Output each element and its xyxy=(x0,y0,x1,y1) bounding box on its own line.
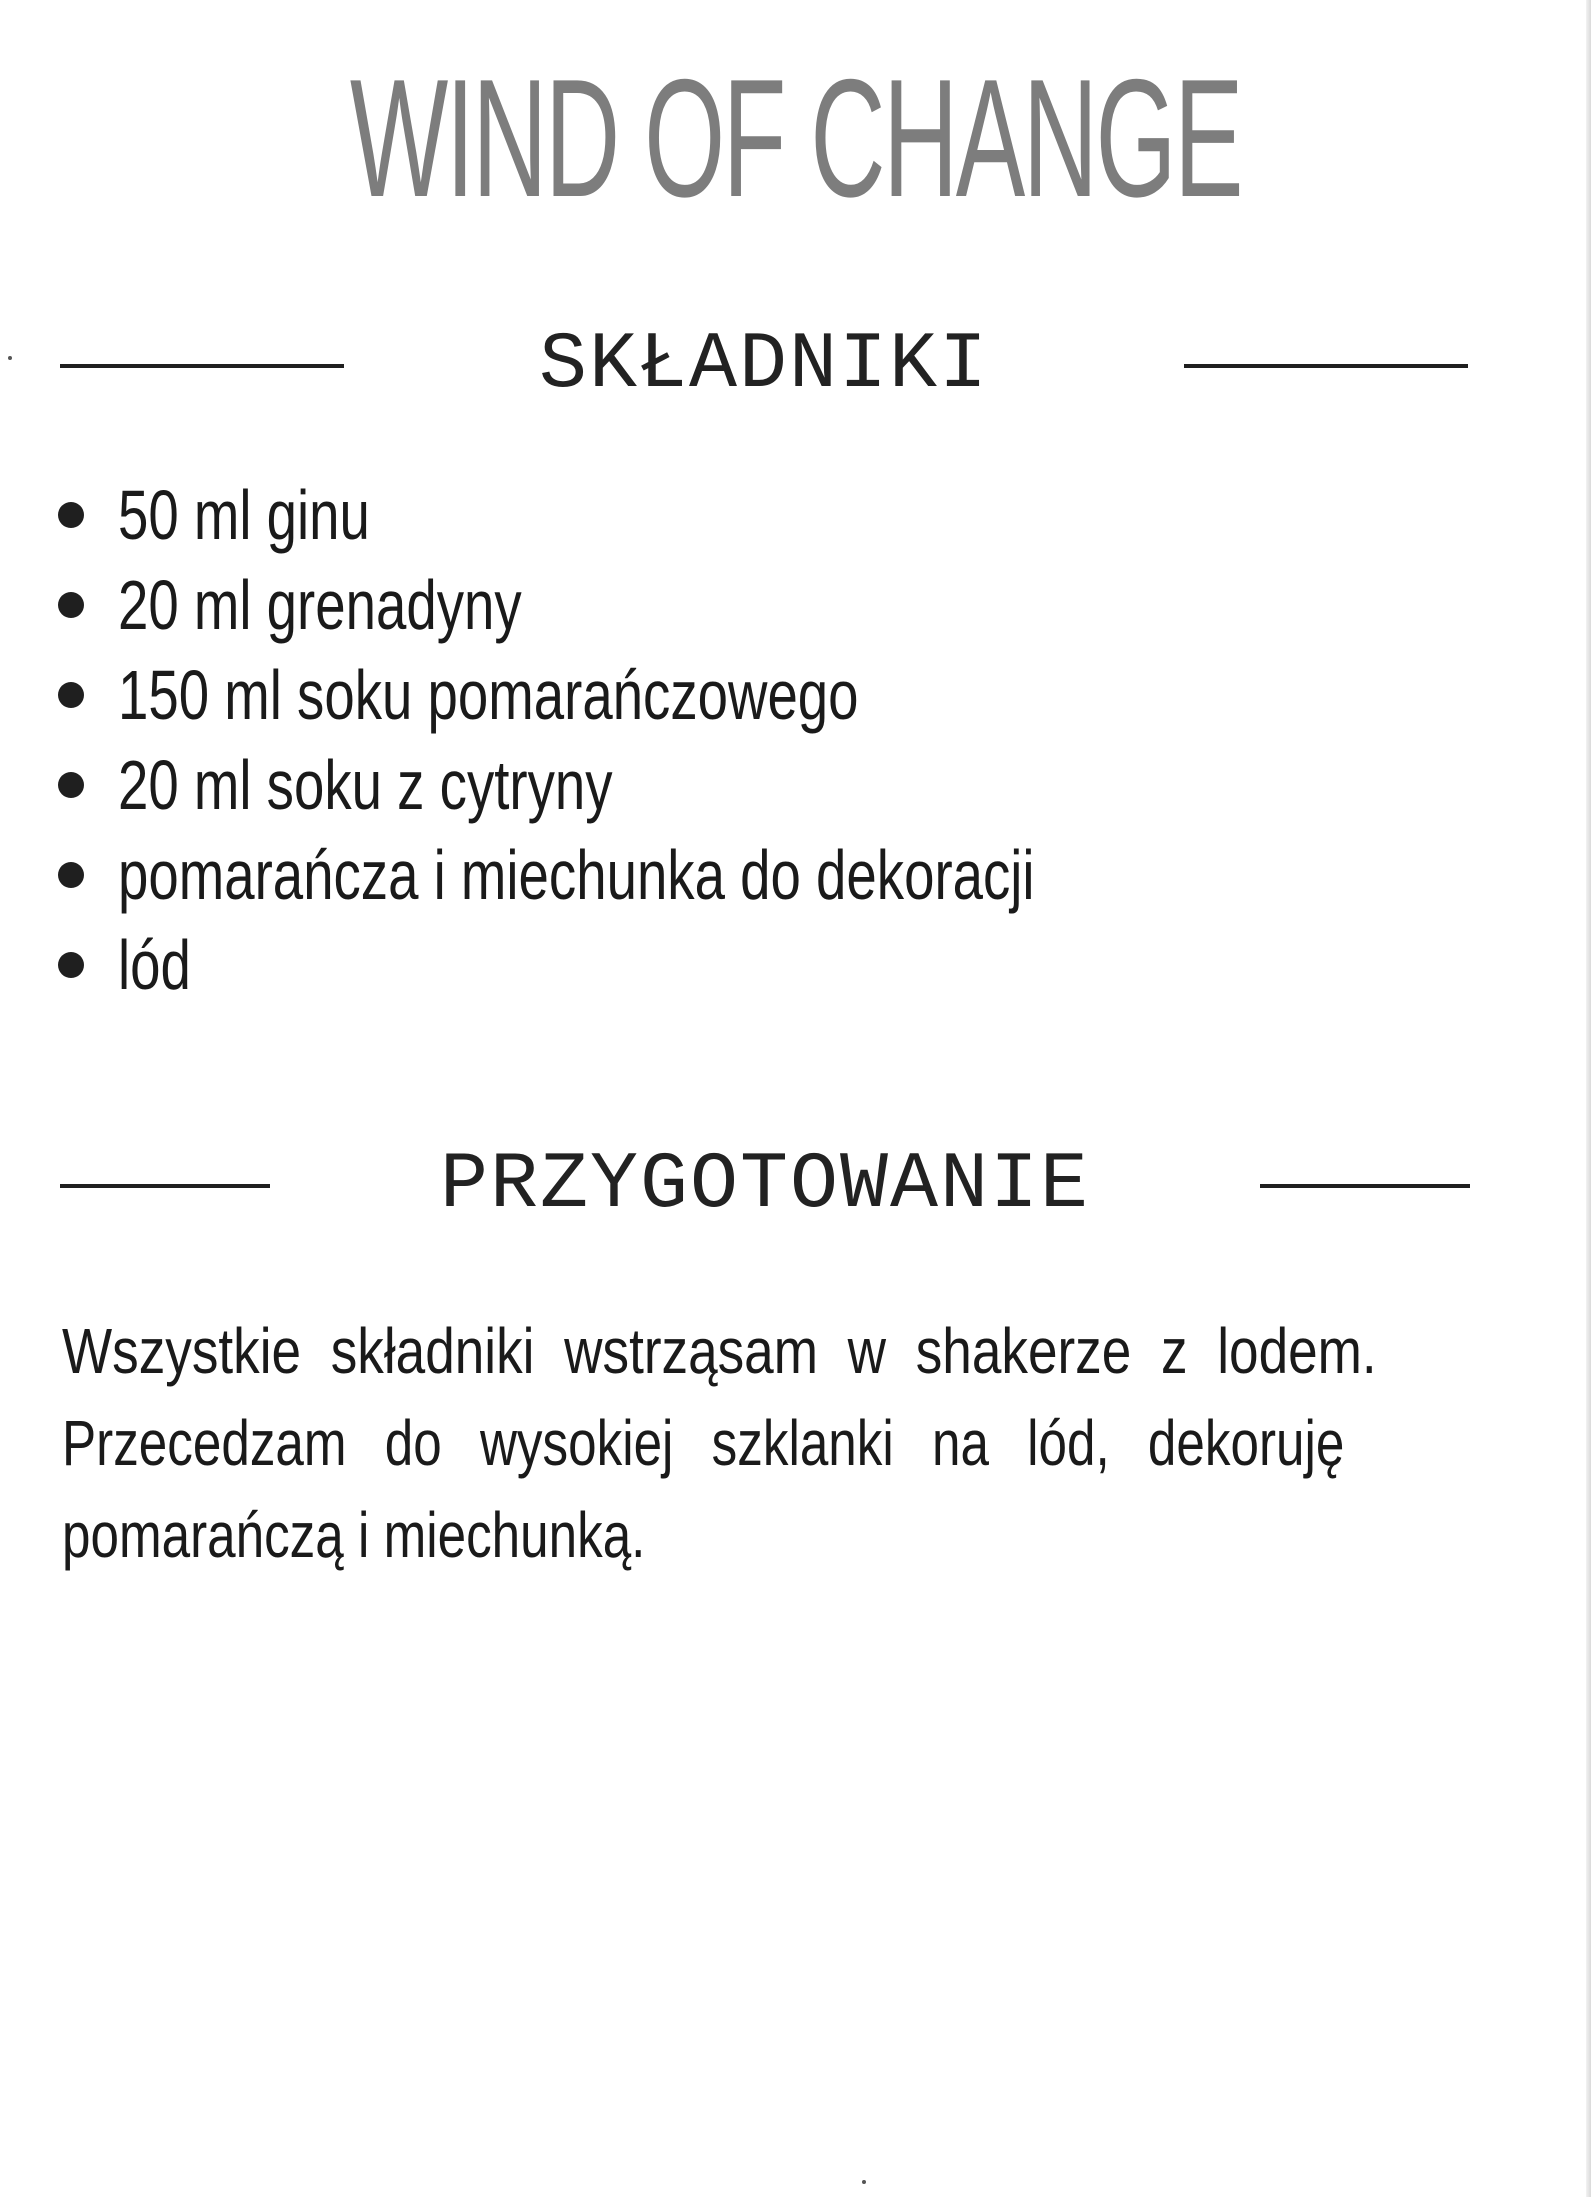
divider-right xyxy=(1184,364,1468,368)
bullet-icon xyxy=(58,502,84,528)
scan-speck xyxy=(862,2180,866,2184)
bullet-icon xyxy=(58,592,84,618)
scan-speck xyxy=(8,356,12,360)
divider-left xyxy=(60,364,344,368)
list-item xyxy=(58,920,1293,1010)
ingredient-text: pomarańcza i miechunka do dekoracji xyxy=(118,836,1035,914)
ingredient-text: 50 ml ginu xyxy=(118,476,370,554)
ingredient-text: lód xyxy=(118,926,191,1004)
ingredient-text: 20 ml soku z cytryny xyxy=(118,746,613,824)
preparation-line: Przecedzam do wysokiej szklanki na lód, dekoruję xyxy=(62,1407,1345,1479)
preparation-heading: PRZYGOTOWANIE xyxy=(439,1140,1091,1231)
list-item xyxy=(58,830,1293,920)
ingredient-text: 20 ml grenadyny xyxy=(118,566,522,644)
ingredients-list xyxy=(58,470,1293,1010)
list-item xyxy=(58,470,1293,560)
preparation-section-header xyxy=(60,1140,1470,1231)
bullet-icon xyxy=(58,772,84,798)
divider-left xyxy=(60,1184,270,1188)
recipe-title: WIND OF CHANGE xyxy=(349,44,1242,232)
bullet-icon xyxy=(58,952,84,978)
preparation-text xyxy=(62,1305,1472,1581)
list-item xyxy=(58,740,1293,830)
ingredient-text: 150 ml soku pomarańczowego xyxy=(118,656,859,734)
ingredients-section-header xyxy=(60,320,1470,411)
preparation-line: Wszystkie składniki wstrząsam w shakerze z lodem. xyxy=(62,1315,1377,1387)
bullet-icon xyxy=(58,682,84,708)
bullet-icon xyxy=(58,862,84,888)
list-item xyxy=(58,650,1293,740)
preparation-line: pomarańczą i miechunką. xyxy=(62,1499,646,1571)
card-edge-shadow xyxy=(1586,0,1591,2197)
ingredients-heading: SKŁADNIKI xyxy=(538,320,990,411)
list-item xyxy=(58,560,1293,650)
divider-right xyxy=(1260,1184,1470,1188)
